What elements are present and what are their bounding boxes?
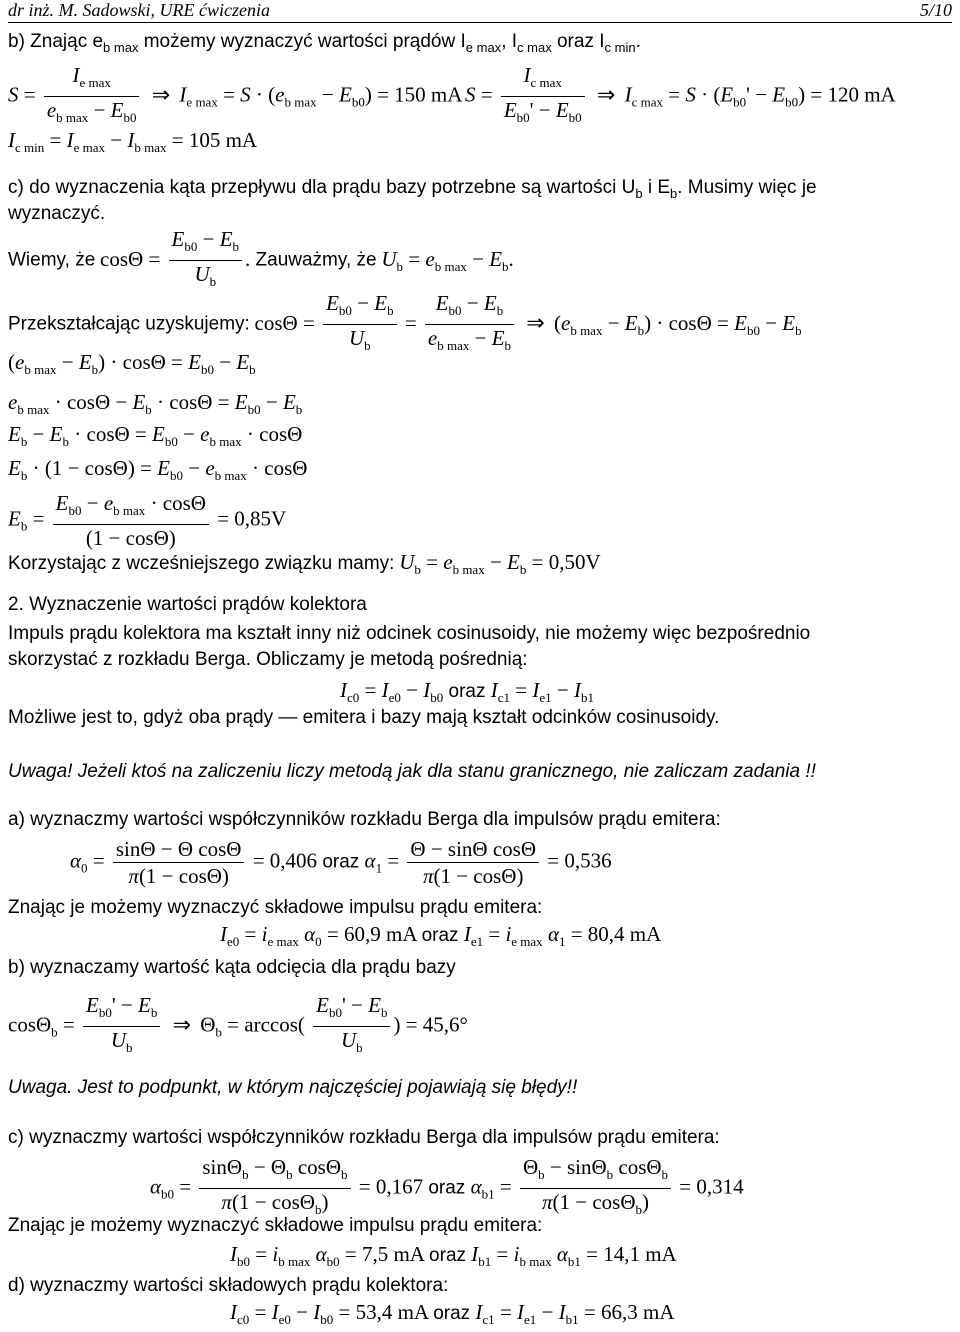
equation-ic0-ic1: $I_{c0} = I_{e0} - I_{b0}$ oraz $I_{c1} = I_{e1} - I_{b1}$ bbox=[340, 678, 594, 706]
equation-transform: Przekształcając uzyskujemy: cosΘ = $\frac{E_{b0} - E_b}{U_b}$ = $\frac{E_{b0} - E_b}{e_{b max} - E_b}$ ⇒ $(e_{b max} - E_b) \cdot \cos\Theta = E_{b0} - E_b$ bbox=[8, 291, 802, 354]
section-2-paragraph-2: skorzystać z rozkładu Berga. Obliczamy je metodą pośrednią: bbox=[8, 649, 528, 670]
mozliwe-text: Możliwe jest to, gdyż oba prądy — emitera i bazy mają kształt odcinków cosinusoidy. bbox=[8, 707, 720, 728]
equation-ic-components: $I_{c0} = I_{e0} - I_{b0} = 53,4$ mA oraz $I_{c1} = I_{e1} - I_{b1} = 66,3$ mA bbox=[230, 1300, 675, 1328]
page-header bbox=[8, 0, 952, 23]
section-b-intro: b) Znając $e_{b max}$ możemy wyznaczyć wartości prądów $I_{e max}$, $I_{c max}$ oraz $I_{c min}$. bbox=[8, 31, 641, 55]
equation-ib-components: $I_{b0} = i_{b max}$ $\alpha_{b0} = 7,5$ mA oraz $I_{b1} = i_{b max}$ $\alpha_{b1} = 14,1$ mA bbox=[230, 1242, 677, 1270]
equation-ie-max: S = $\frac{I_{e max}}{e_{b max} - E_{b0}}$ ⇒ $I_{e max} = S \cdot (e_{b max} - E_{b0}) = 150$ mA bbox=[8, 63, 463, 126]
warning-2: Uwaga. Jest to podpunkt, w którym najczęściej pojawiają się błędy!! bbox=[8, 1077, 578, 1098]
derivation-line-4: $E_b \cdot (1 - \cos\Theta) = E_{b0} - e_{b max} \cdot \cos\Theta$ bbox=[8, 456, 308, 484]
equation-cos-theta: Wiemy, że cosΘ = $\frac{E_{b0} - E_b}{U_b}$ . Zauważmy, że $U_b = e_{b max} - E_b$. bbox=[8, 227, 514, 290]
section-2-title: 2. Wyznaczenie wartości prądów kolektora bbox=[8, 594, 367, 615]
section-c-text-2: wyznaczyć. bbox=[8, 203, 106, 224]
section-c-text: c) do wyznaczenia kąta przepływu dla prądu bazy potrzebne są wartości $U_b$ i $E_b$. Musimy więc je bbox=[8, 177, 817, 201]
znajac-text-1: Znając je możemy wyznaczyć składowe impulsu prądu emitera: bbox=[8, 897, 543, 918]
equation-ic-max: S = $\frac{I_{c max}}{E_{b0}' - E_{b0}}$ ⇒ $I_{c max} = S \cdot (E_{b0}' - E_{b0}) = 120$ mA bbox=[465, 63, 896, 126]
equation-alpha-base: $\alpha_{b0}$ = $\frac{\sin\Theta_b - \Theta_b \cos\Theta_b}{\pi(1 - \cos\Theta_b)}$ = 0,167 oraz $\alpha_{b1}$ = $\frac{\Theta_b - \sin\Theta_b \cos\Theta_b}{\pi(1 - \cos\Theta_b)}$ = 0,314 bbox=[150, 1155, 744, 1218]
derivation-line-1: $(e_{b max} - E_b) \cdot \cos\Theta = E_{b0} - E_b$ bbox=[8, 350, 256, 378]
warning-1: Uwaga! Jeżeli ktoś na zaliczeniu liczy metodą jak dla stanu granicznego, nie zaliczam zadania !! bbox=[8, 761, 816, 782]
section-d-text: d) wyznaczmy wartości składowych prądu kolektora: bbox=[8, 1275, 449, 1296]
derivation-line-3: $E_b - E_b \cdot \cos\Theta = E_{b0} - e_{b max} \cdot \cos\Theta$ bbox=[8, 422, 303, 450]
header-author: dr inż. M. Sadowski, URE ćwiczenia bbox=[8, 0, 270, 20]
equation-ic-min: $I_{c min} = I_{e max} - I_{b max} = 105$ mA bbox=[8, 128, 258, 156]
equation-theta-b: cosΘ$_b$ = $\frac{E_{b0}' - E_b}{U_b}$ ⇒ $\Theta_b = \arccos$( $\frac{E_{b0}' - E_b}{U_b}$ ) = 45,6° bbox=[8, 993, 468, 1056]
header-page-number: 5/10 bbox=[919, 0, 952, 20]
znajac-text-2: Znając je możemy wyznaczyć składowe impulsu prądu emitera: bbox=[8, 1215, 543, 1236]
derivation-line-2: $e_{b max} \cdot \cos\Theta - E_b \cdot \cos\Theta = E_{b0} - E_b$ bbox=[8, 390, 303, 418]
section-2-paragraph-1: Impuls prądu kolektora ma kształt inny niż odcinek cosinusoidy, nie możemy więc bezpośrednio bbox=[8, 623, 811, 644]
equation-ie-components: $I_{e0} = i_{e max}$ $\alpha_0 = 60,9$ mA oraz $I_{e1} = i_{e max}$ $\alpha_1 = 80,4$ mA bbox=[220, 922, 662, 950]
section-c2-text: c) wyznaczmy wartości współczynników rozkładu Berga dla impulsów prądu emitera: bbox=[8, 1127, 720, 1148]
section-b2-text: b) wyznaczamy wartość kąta odcięcia dla prądu bazy bbox=[8, 957, 456, 978]
equation-alpha-emitter: $\alpha_0$ = $\frac{\text{sinΘ − Θ cosΘ}}{\pi(1 - \cos\Theta)}$ = 0,406 oraz $\alpha_1$ = $\frac{\text{Θ − sinΘ cosΘ}}{\pi(1 - \cos\Theta)}$ = 0,536 bbox=[70, 837, 612, 888]
equation-ub-result: Korzystając z wcześniejszego związku mamy: $U_b = e_{b max} - E_b = 0,50V$ bbox=[8, 550, 601, 578]
section-a-text: a) wyznaczmy wartości współczynników rozkładu Berga dla impulsów prądu emitera: bbox=[8, 809, 721, 830]
equation-eb-result: $E_b$ = $\frac{E_{b0} - e_{b max} \cdot \cos\Theta}{(1 - \cos\Theta)}$ = 0,85V bbox=[8, 491, 287, 551]
